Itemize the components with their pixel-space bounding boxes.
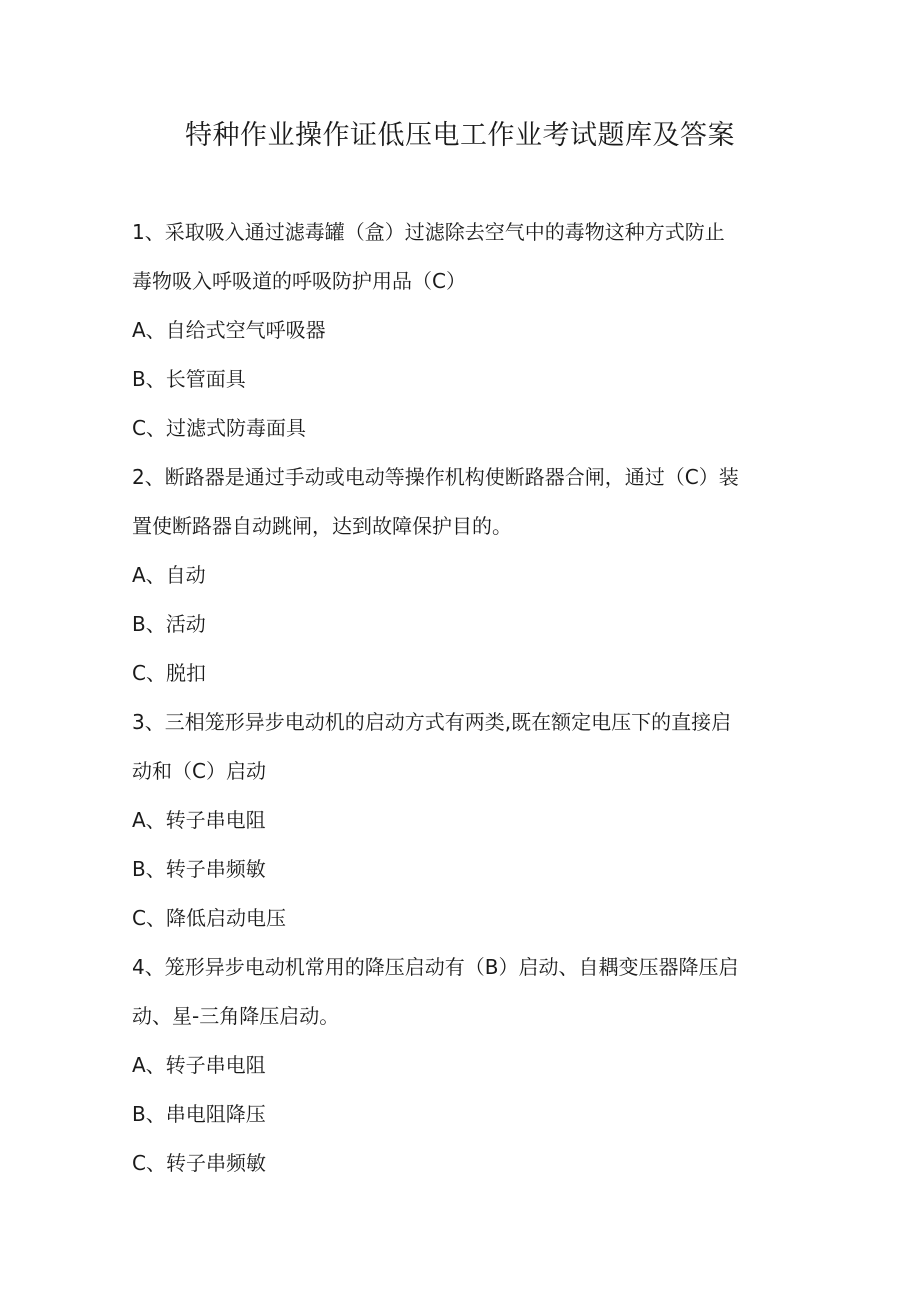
question-4-option-b: B、串电阻降压 <box>132 1102 266 1126</box>
question-3 <box>132 698 792 943</box>
question-4-stem-line-2: 动、星-三角降压启动。 <box>132 1004 340 1028</box>
question-1 <box>132 208 792 453</box>
question-4-option-c: C、转子串频敏 <box>132 1151 266 1175</box>
question-2-option-a: A、自动 <box>132 563 206 587</box>
document-title: 特种作业操作证低压电工作业考试题库及答案 <box>185 120 735 151</box>
question-3-option-c: C、降低启动电压 <box>132 906 286 930</box>
question-1-option-b: B、长管面具 <box>132 367 246 391</box>
question-2-option-c: C、脱扣 <box>132 661 206 685</box>
question-list <box>132 208 792 1188</box>
question-3-stem-line-2: 动和（C）启动 <box>132 759 266 783</box>
question-2-option-b: B、活动 <box>132 612 206 636</box>
question-4 <box>132 943 792 1188</box>
question-1-stem-line-1: 1、采取吸入通过滤毒罐（盒）过滤除去空气中的毒物这种方式防止 <box>132 220 725 244</box>
question-4-stem-line-1: 4、笼形异步电动机常用的降压启动有（B）启动、自耦变压器降压启 <box>132 955 739 979</box>
question-3-stem-line-1: 3、三相笼形异步电动机的启动方式有两类,既在额定电压下的直接启 <box>132 710 732 734</box>
question-3-option-b: B、转子串频敏 <box>132 857 266 881</box>
question-3-option-a: A、转子串电阻 <box>132 808 266 832</box>
question-1-stem-line-2: 毒物吸入呼吸道的呼吸防护用品（C） <box>132 269 466 293</box>
question-2 <box>132 453 792 698</box>
question-4-option-a: A、转子串电阻 <box>132 1053 266 1077</box>
question-1-option-c: C、过滤式防毒面具 <box>132 416 306 440</box>
question-2-stem-line-2: 置使断路器自动跳闸，达到故障保护目的。 <box>132 514 512 538</box>
question-1-option-a: A、自给式空气呼吸器 <box>132 318 326 342</box>
question-2-stem-line-1: 2、断路器是通过手动或电动等操作机构使断路器合闸，通过（C）装 <box>132 465 739 489</box>
